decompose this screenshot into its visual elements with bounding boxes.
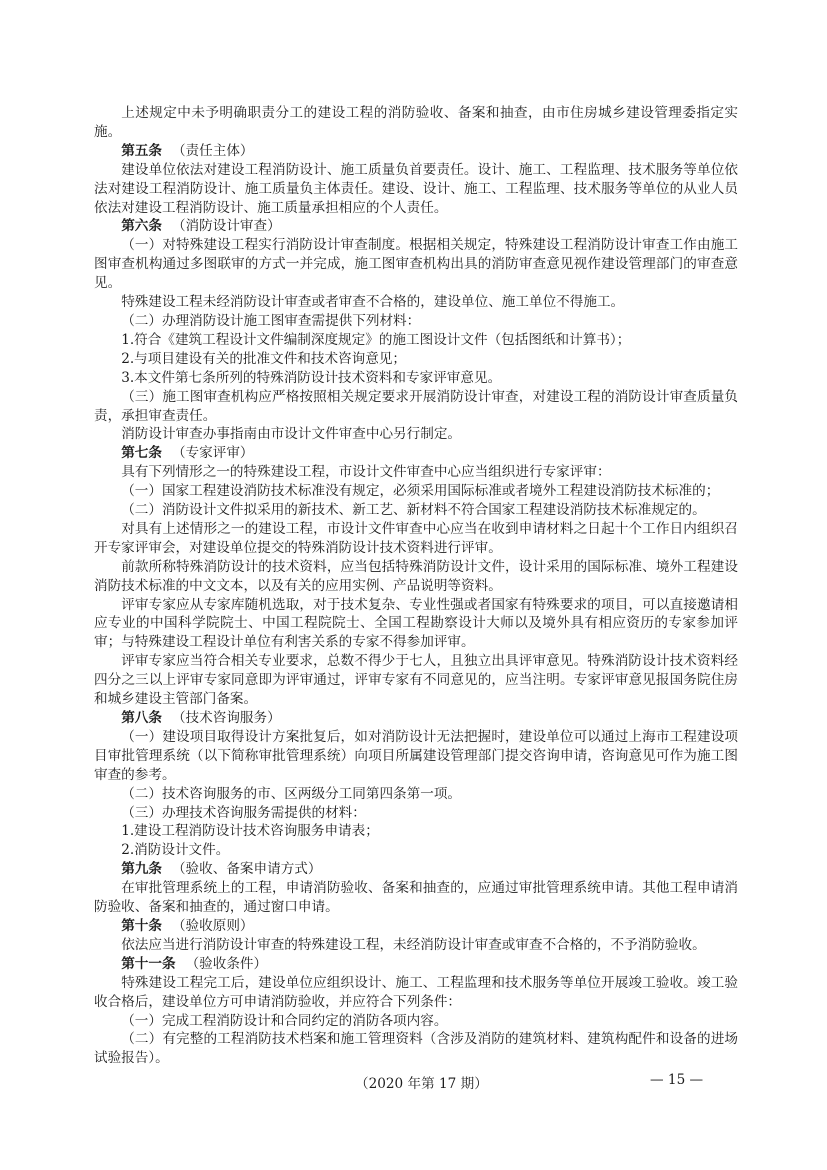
paragraph: 在审批管理系统上的工程，申请消防验收、备案和抽查的，应通过审批管理系统申请。其他工程申请消防验收、备案和抽查的，通过窗口申请。: [94, 880, 738, 916]
paragraph: （二）有完整的工程消防技术档案和施工管理资料（含涉及消防的建筑材料、建筑构配件和设备的进场试验报告）。: [94, 1031, 738, 1067]
article-heading: [94, 709, 738, 728]
paragraph: 建设单位依法对建设工程消防设计、施工质量负首要责任。设计、施工、工程监理、技术服务等单位依法对建设工程消防设计、施工质量负主体责任。建设、设计、施工、工程监理、技术服务等单位的从业人员依法对建设工程消防设计、施工质量承担相应的个人责任。: [94, 161, 738, 216]
article-title: （责任主体）: [171, 142, 254, 159]
paragraph: （二）技术咨询服务的市、区两级分工同第四条第一项。: [121, 785, 462, 802]
paragraph: 评审专家应当符合相关专业要求，总数不得少于七人，且独立出具评审意见。特殊消防设计技术资料经四分之三以上评审专家同意即为评审通过，评审专家有不同意见的，应当注明。专家评审意见报国务院住房和城乡建设主管部门备案。: [94, 653, 738, 708]
article-number: 第五条: [121, 142, 162, 159]
paragraph: 特殊建设工程未经消防设计审查或者审查不合格的，建设单位、施工单位不得施工。: [121, 294, 625, 311]
article-heading: [94, 217, 738, 236]
paragraph: 前款所称特殊消防设计的技术资料，应当包括特殊消防设计文件，设计采用的国际标准、境外工程建设消防技术标准的中文文本，以及有关的应用实例、产品说明等资料。: [94, 558, 738, 594]
article-number: 第六条: [121, 218, 162, 235]
page-footer: [0, 1072, 827, 1092]
article-heading: [94, 860, 738, 879]
article-number: 第十条: [121, 917, 162, 934]
paragraph: 1.符合《建筑工程设计文件编制深度规定》的施工图设计文件（包括图纸和计算书）；: [121, 331, 631, 348]
paragraph: 具有下列情形之一的特殊建设工程，市设计文件审查中心应当组织进行专家评审：: [121, 464, 611, 481]
article-number: 第八条: [121, 710, 162, 726]
paragraph: 1.建设工程消防设计技术咨询服务申请表；: [121, 823, 379, 840]
article-number: 第十一条: [121, 955, 176, 972]
document-body: [94, 104, 738, 1068]
paragraph: （一）完成工程消防设计和合同约定的消防各项内容。: [121, 1012, 448, 1029]
article-title: （消防设计审查）: [171, 218, 281, 235]
article-heading: [94, 444, 738, 463]
article-heading: [94, 917, 738, 936]
page-number: — 15 —: [650, 1072, 704, 1088]
paragraph: 评审专家应从专家库随机选取，对于技术复杂、专业性强或者国家有特殊要求的项目，可以直接邀请相应专业的中国科学院院士、中国工程院院士、全国工程勘察设计大师以及境外具有相应资历的专家参加评审；与特殊建设工程设计单位有利害关系的专家不得参加评审。: [94, 596, 738, 651]
paragraph: （三）办理技术咨询服务需提供的材料：: [121, 804, 366, 821]
article-title: （验收原则）: [171, 917, 254, 934]
article-title: （验收条件）: [185, 955, 268, 972]
paragraph: （二）办理消防设计施工图审查需提供下列材料：: [121, 312, 421, 329]
paragraph: 3.本文件第七条所列的特殊消防设计技术资料和专家评审意见。: [121, 369, 502, 386]
article-heading: [94, 955, 738, 974]
paragraph: 2.与项目建设有关的批准文件和技术咨询意见；: [121, 350, 407, 367]
article-title: （技术咨询服务）: [171, 710, 281, 726]
paragraph: （一）建设项目取得设计方案批复后，如对消防设计无法把握时，建设单位可以通过上海市工程建设项目审批管理系统（以下简称审批管理系统）向项目所属建设管理部门提交咨询申请，咨询意见可作为施工图审查的参考。: [94, 728, 738, 783]
paragraph: 依法应当进行消防设计审查的特殊建设工程，未经消防设计审查或审查不合格的，不予消防验收。: [121, 936, 706, 953]
article-heading: [94, 142, 738, 161]
article-number: 第九条: [121, 861, 162, 878]
paragraph: 特殊建设工程完工后，建设单位应组织设计、施工、工程监理和技术服务等单位开展竣工验收。竣工验收合格后，建设单位方可申请消防验收，并应符合下列条件：: [94, 974, 738, 1010]
article-title: （专家评审）: [171, 445, 254, 462]
article-title: （验收、备案申请方式）: [171, 861, 322, 878]
paragraph: （三）施工图审查机构应严格按照相关规定要求开展消防设计审查，对建设工程的消防设计审查质量负责，承担审查责任。: [94, 388, 738, 424]
paragraph: 对具有上述情形之一的建设工程，市设计文件审查中心应当在收到申请材料之日起十个工作日内组织召开专家评审会，对建设单位提交的特殊消防设计技术资料进行评审。: [94, 520, 738, 556]
paragraph: （一）对特殊建设工程实行消防设计审查制度。根据相关规定，特殊建设工程消防设计审查工作由施工图审查机构通过多图联审的方式一并完成，施工图审查机构出具的消防审查意见视作建设管理部门的审查意见。: [94, 237, 738, 292]
paragraph: （一）国家工程建设消防技术标准没有规定，必须采用国际标准或者境外工程建设消防技术标准的；: [121, 483, 720, 500]
article-number: 第七条: [121, 445, 162, 462]
paragraph: （二）消防设计文件拟采用的新技术、新工艺、新材料不符合国家工程建设消防技术标准规定的。: [121, 502, 706, 519]
paragraph: 上述规定中未予明确职责分工的建设工程的消防验收、备案和抽查，由市住房城乡建设管理委指定实施。: [94, 105, 738, 140]
issue-number: （2020 年第 17 期）: [355, 1076, 488, 1092]
paragraph: 消防设计审查办事指南由市设计文件审查中心另行制定。: [121, 426, 462, 443]
paragraph: 2.消防设计文件。: [121, 842, 230, 859]
